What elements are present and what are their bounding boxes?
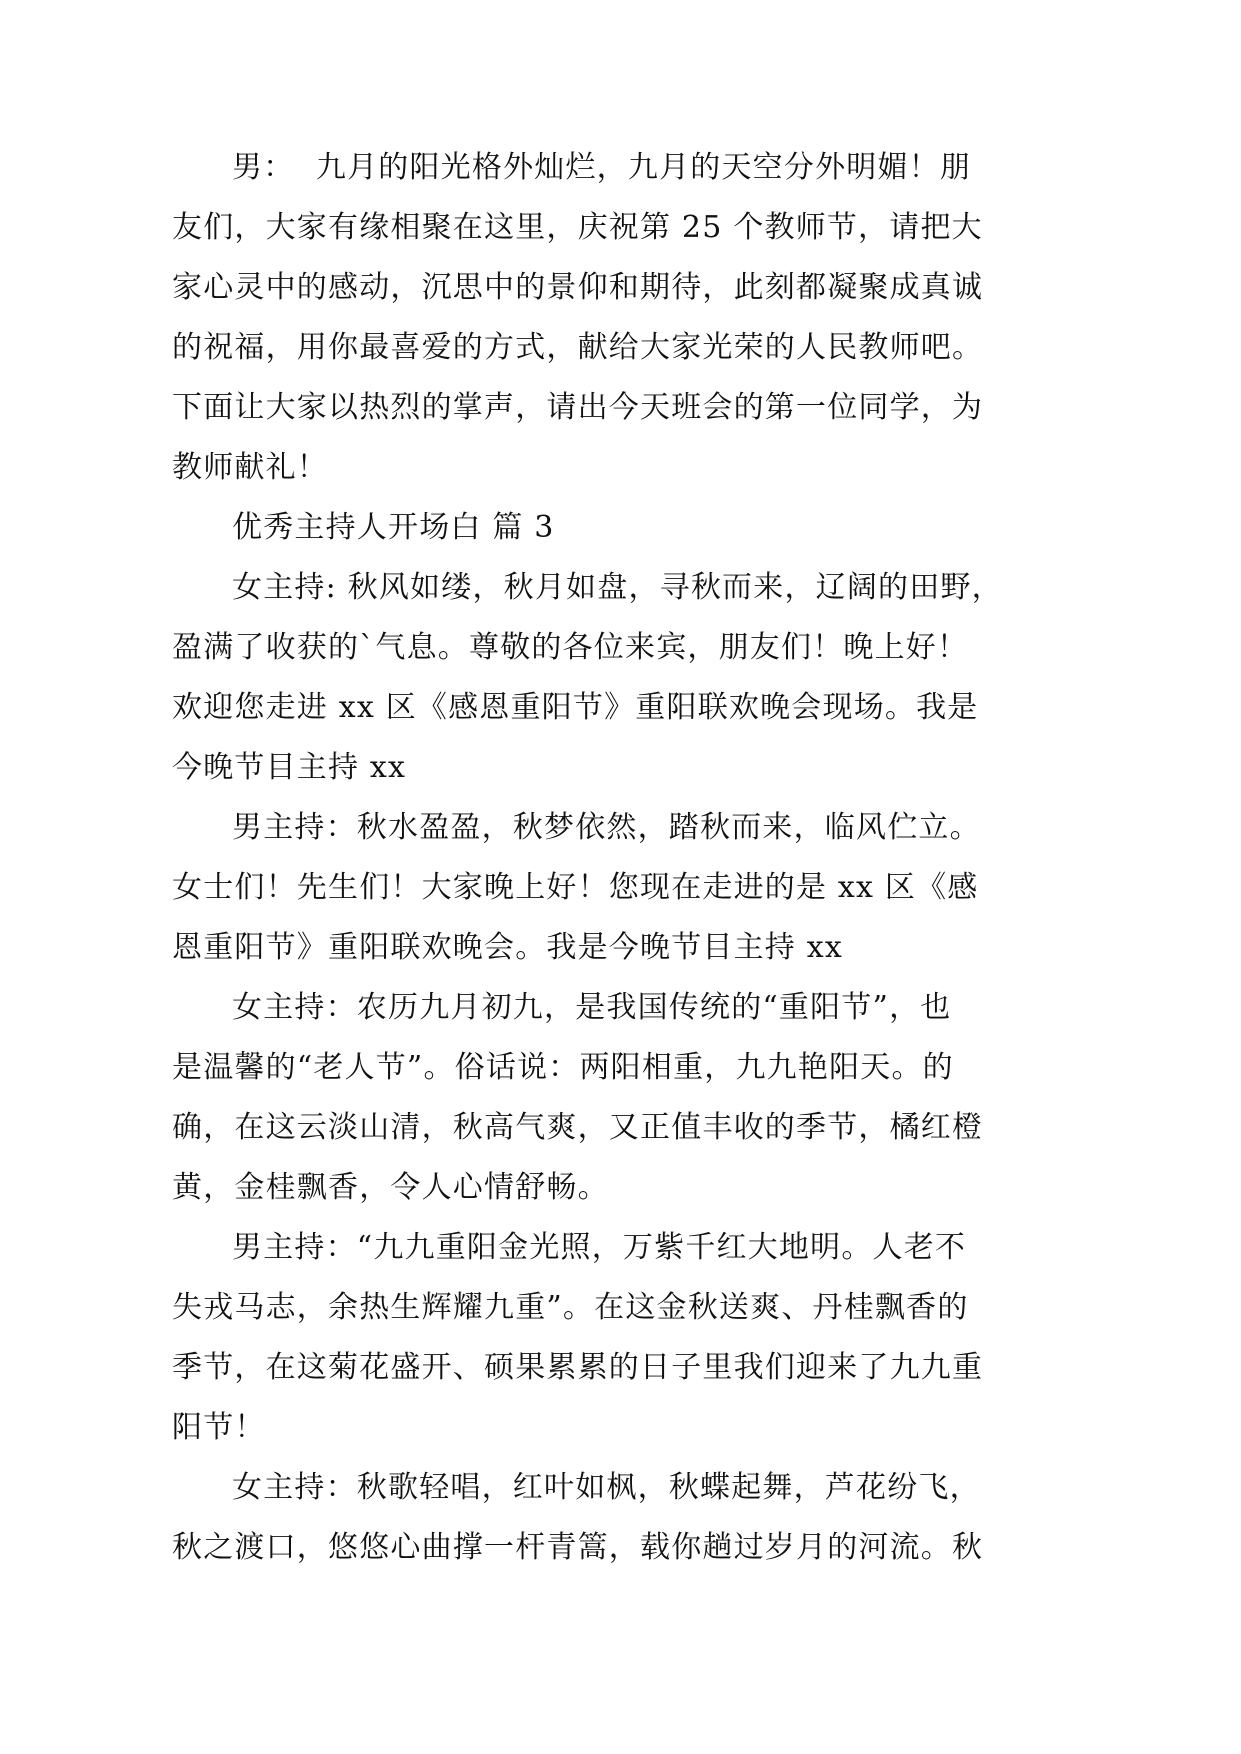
text-line: 的祝福，用你最喜爱的方式，献给大家光荣的人民教师吧。 bbox=[172, 330, 984, 365]
text-line: 家心灵中的感动，沉思中的景仰和期待，此刻都凝聚成真诚 bbox=[172, 270, 984, 305]
text-line: 今晚节目主持 xx bbox=[172, 750, 407, 785]
text-line: 阳节！ bbox=[172, 1410, 266, 1445]
text-line: 确，在这云淡山清，秋高气爽，又正值丰收的季节，橘红橙 bbox=[172, 1110, 984, 1145]
text-line: 友们，大家有缘相聚在这里，庆祝第 25 个教师节，请把大 bbox=[172, 210, 983, 245]
text-line: 教师献礼！ bbox=[172, 450, 328, 485]
text-line: 失戎马志，余热生辉耀九重”。在这金秋送爽、丹桂飘香的 bbox=[172, 1290, 969, 1325]
text-line: 男主持：“九九重阳金光照，万紫千红大地明。人老不 bbox=[232, 1230, 967, 1265]
text-line: 女主持：农历九月初九，是我国传统的“重阳节”，也 bbox=[232, 990, 952, 1025]
text-line: 季节，在这菊花盛开、硕果累累的日子里我们迎来了九九重 bbox=[172, 1350, 984, 1385]
text-line: 黄，金桂飘香，令人心情舒畅。 bbox=[172, 1170, 609, 1205]
text-line: 恩重阳节》重阳联欢晚会。我是今晚节目主持 xx bbox=[172, 930, 843, 965]
section-heading: 优秀主持人开场白 篇 3 bbox=[232, 510, 555, 545]
text-line: 欢迎您走进 xx 区《感恩重阳节》重阳联欢晚会现场。我是 bbox=[172, 690, 979, 725]
text-line: 男： 九月的阳光格外灿烂，九月的天空分外明媚！朋 bbox=[232, 150, 972, 185]
text-line: 女主持: 秋风如缕，秋月如盘，寻秋而来，辽阔的田野， bbox=[232, 570, 1003, 605]
text-line: 秋之渡口，悠悠心曲撑一杆青篙，载你趟过岁月的河流。秋 bbox=[172, 1530, 984, 1565]
text-line: 是温馨的“老人节”。俗话说：两阳相重，九九艳阳天。的 bbox=[172, 1050, 954, 1085]
text-line: 下面让大家以热烈的掌声，请出今天班会的第一位同学，为 bbox=[172, 390, 984, 425]
text-line: 盈满了收获的`气息。尊敬的各位来宾，朋友们！晚上好！ bbox=[172, 630, 969, 665]
text-line: 女士们！先生们！大家晚上好！您现在走进的是 xx 区《感 bbox=[172, 870, 979, 905]
text-line: 男主持：秋水盈盈，秋梦依然，踏秋而来，临风伫立。 bbox=[232, 810, 981, 845]
text-line: 女主持：秋歌轻唱，红叶如枫，秋蝶起舞，芦花纷飞， bbox=[232, 1470, 981, 1505]
